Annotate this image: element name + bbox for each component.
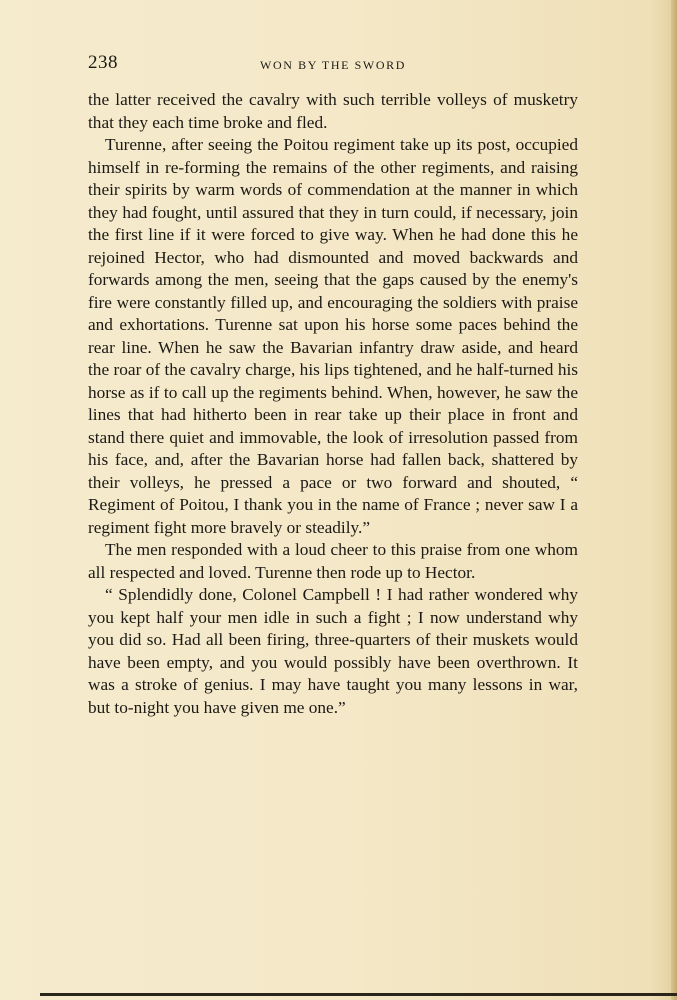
paragraph-3: The men responded with a loud cheer to this praise from one whom all respected and loved. Turenne then rode up to Hector. (88, 540, 578, 582)
paragraph-1: the latter received the cavalry with such terrible volleys of musketry that they each time broke and fled. (88, 90, 578, 132)
page-header (88, 52, 578, 76)
running-title: WON BY THE SWORD (260, 58, 406, 72)
page-edge (671, 0, 677, 1000)
bottom-rule (40, 993, 677, 996)
page-number: 238 (88, 52, 118, 73)
paragraph-4: “ Splendidly done, Colonel Campbell ! I had rather wondered why you kept half your men idle in such a fight ; I now understand why you did so. Had all been firing, three-quarters of their muskets would have been empty, and you would possibly have been overthrown. It was a stroke of genius. I may have taught you many lessons in war, but to-night you have given me one.” (88, 585, 578, 717)
body-text (88, 89, 578, 719)
paragraph-2: Turenne, after seeing the Poitou regiment take up its post, occupied himself in re-forming the remains of the other regiments, and raising their spirits by warm words of commendation at the manner in which they had fought, until assured that they in turn could, if necessary, join the first line if it were forced to give way. When he had done this he rejoined Hector, who had dismounted and moved backwards and forwards among the men, seeing that the gaps caused by the enemy's fire were constantly filled up, and encouraging the soldiers with praise and exhortations. Turenne sat upon his horse some paces behind the rear line. When he saw the Bavarian infantry draw aside, and heard the roar of the cavalry charge, his lips tightened, and he half-turned his horse as if to call up the regiments behind. When, however, he saw the lines that had hitherto been in rear take up their place in front and stand there quiet and immovable, the look of irresolution passed from his face, and, after the Bavarian horse had fallen back, shattered by their volleys, he pressed a pace or two forward and shouted, “ Regiment of Poitou, I thank you in the name of France ; never saw I a regiment fight more bravely or steadily.” (88, 135, 578, 537)
